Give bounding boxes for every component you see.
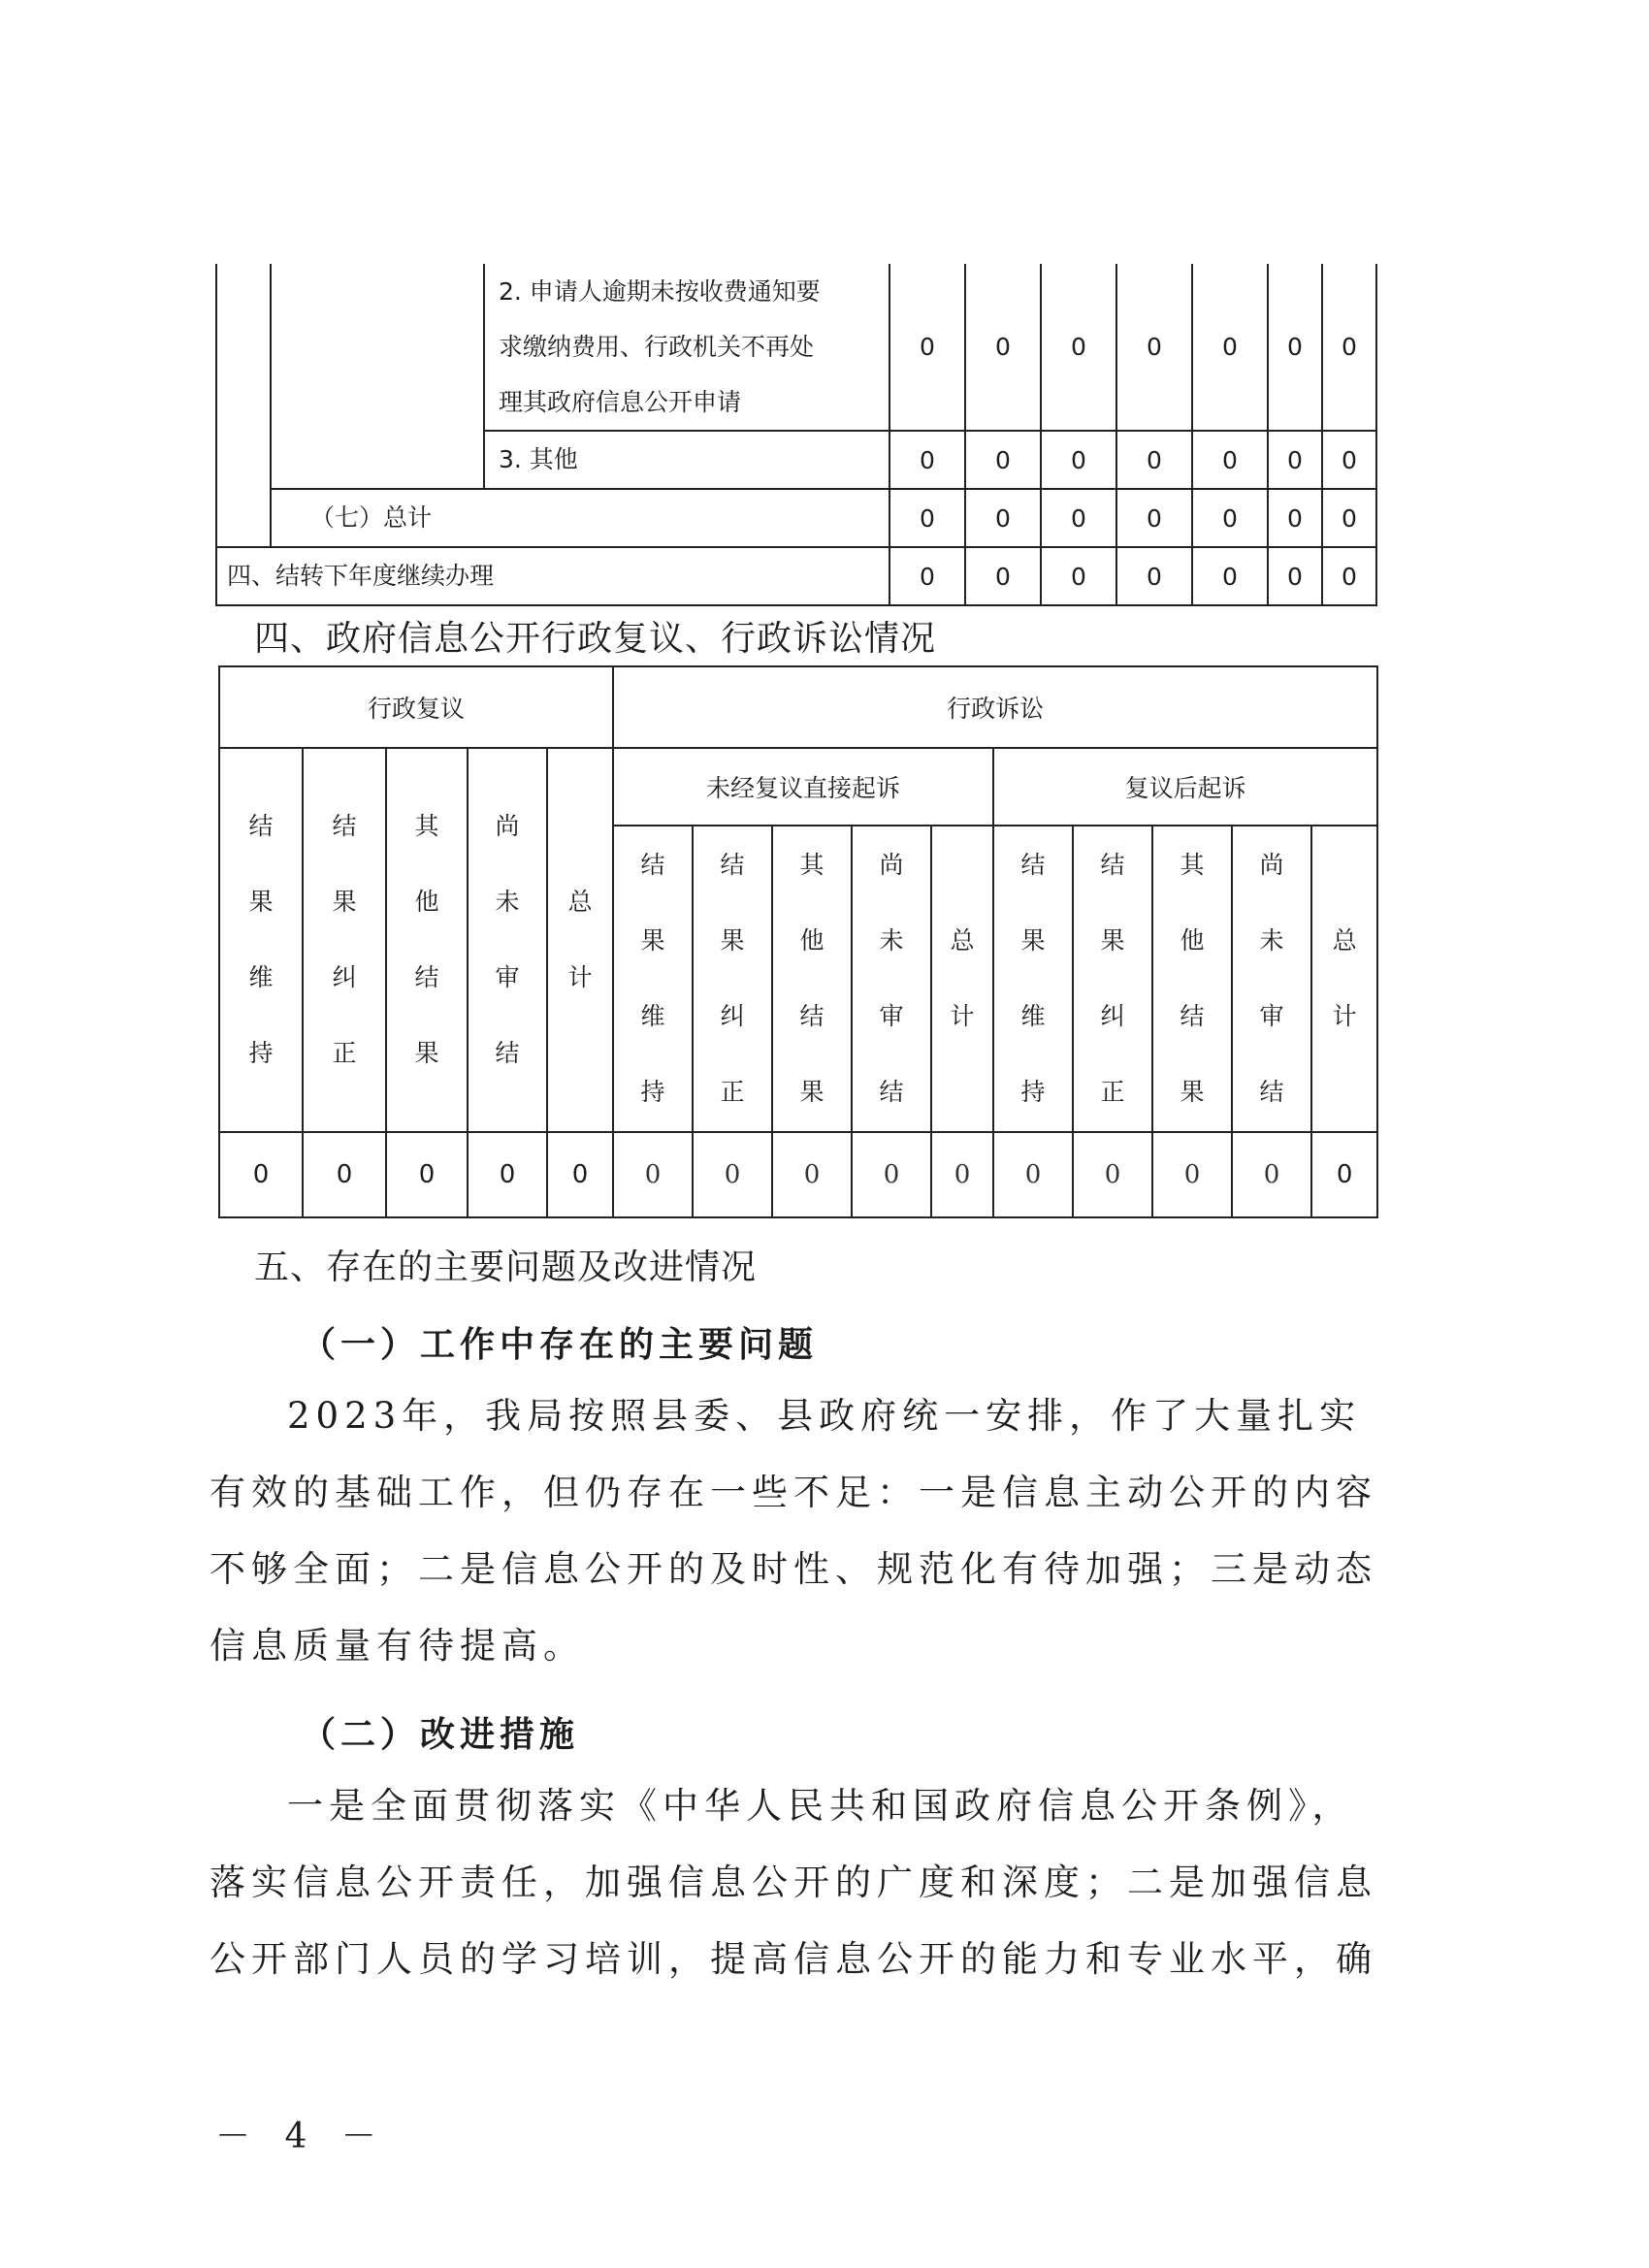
col-header-upheld: 结 果 维 持 — [219, 748, 303, 1132]
table-cell: 0 — [965, 547, 1041, 605]
table-cell: 0 — [1232, 1132, 1311, 1217]
paragraph-measures-cont: 落实信息公开责任，加强信息公开的广度和深度；二是加强信息 公开部门人员的学习培训，提高信息公开的能力和专业水平，确 — [210, 1862, 1377, 1980]
col-header-upheld: 结 果 维 持 — [613, 826, 693, 1132]
table-cell: 0 — [1268, 489, 1322, 547]
row-label-subtotal: （七）总计 — [271, 489, 889, 547]
table-cell: 0 — [1322, 431, 1376, 489]
table-cell: 0 — [1268, 547, 1322, 605]
table-cell: 0 — [1311, 1132, 1377, 1217]
subgroup-direct-suit: 未经复议直接起诉 — [613, 748, 993, 826]
table-cell: 0 — [1041, 264, 1116, 431]
table-cell: 0 — [386, 1132, 468, 1217]
table-cell: 0 — [1192, 431, 1268, 489]
col-header-other: 其 他 结 果 — [772, 826, 852, 1132]
section-heading: 四、政府信息公开行政复议、行政诉讼情况 — [254, 619, 937, 659]
table-row — [216, 489, 1376, 547]
table-cell: 0 — [1268, 431, 1322, 489]
table-cell: 0 — [303, 1132, 386, 1217]
table-cell: 0 — [965, 431, 1041, 489]
table-cell: 0 — [1322, 489, 1376, 547]
table-cell: 0 — [852, 1132, 931, 1217]
col-header-pending: 尚 未 审 结 — [1232, 826, 1311, 1132]
table-cell: 0 — [772, 1132, 852, 1217]
table-cell: 0 — [1192, 547, 1268, 605]
table-cell: 0 — [547, 1132, 613, 1217]
col-header-corrected: 结 果 纠 正 — [693, 826, 772, 1132]
table-cell: 0 — [993, 1132, 1073, 1217]
table-cell: 0 — [889, 489, 965, 547]
col-header-total: 总 计 — [1311, 826, 1377, 1132]
table-cell: 0 — [889, 431, 965, 489]
col-header-pending: 尚 未 审 结 — [852, 826, 931, 1132]
table-cell: 0 — [1152, 1132, 1232, 1217]
table-cell: 0 — [1116, 489, 1192, 547]
col-header-upheld: 结 果 维 持 — [993, 826, 1073, 1132]
group-header-review: 行政复议 — [219, 666, 613, 748]
group-header-litigation: 行政诉讼 — [613, 666, 1377, 748]
col-header-other: 其 他 结 果 — [386, 748, 468, 1132]
table-cell: 0 — [468, 1132, 547, 1217]
table-cell: 0 — [1116, 264, 1192, 431]
table-row — [219, 1132, 1377, 1217]
col-header-pending: 尚 未 审 结 — [468, 748, 547, 1132]
table-cell: 0 — [693, 1132, 772, 1217]
table-cell: 0 — [613, 1132, 693, 1217]
table-cell: 0 — [965, 264, 1041, 431]
row-label-other: 3. 其他 — [484, 431, 889, 489]
paragraph-problems-cont: 有效的基础工作，但仍存在一些不足：一是信息主动公开的内容 不够全面；二是信息公开的及时性、规范化有待加强；三是动态 信息质量有待提高。 — [210, 1472, 1377, 1667]
table-cell: 0 — [1268, 264, 1322, 431]
table-row — [216, 264, 1376, 431]
table-cell: 0 — [1116, 431, 1192, 489]
col-header-corrected: 结 果 纠 正 — [303, 748, 386, 1132]
table-cell: 0 — [889, 264, 965, 431]
table-cell: 0 — [1041, 547, 1116, 605]
col-header-other: 其 他 结 果 — [1152, 826, 1232, 1132]
paragraph-measures: 一是全面贯彻落实《中华人民共和国政府信息公开条例》， — [287, 1785, 1354, 1827]
table-cell: 0 — [889, 547, 965, 605]
paragraph-problems: 2023年，我局按照县委、县政府统一安排，作了大量扎实 — [287, 1395, 1362, 1437]
table-cell: 0 — [1116, 547, 1192, 605]
table-cell: 0 — [1041, 489, 1116, 547]
table-cell: 0 — [219, 1132, 303, 1217]
table-cell: 0 — [931, 1132, 993, 1217]
table-cell: 0 — [1041, 431, 1116, 489]
table-row — [219, 748, 1377, 826]
table-cell: 0 — [1073, 1132, 1152, 1217]
table-row — [219, 666, 1377, 748]
table-cell: 0 — [1322, 547, 1376, 605]
table-row — [216, 547, 1376, 605]
subsection-heading-problems: （一）工作中存在的主要问题 — [301, 1324, 819, 1365]
page-number: － 4 － — [215, 2117, 388, 2156]
col-header-total: 总 计 — [931, 826, 993, 1132]
review-litigation-table — [218, 665, 1378, 1218]
section-heading: 五、存在的主要问题及改进情况 — [254, 1247, 758, 1287]
table-cell: 0 — [1192, 489, 1268, 547]
row-label-carryover: 四、结转下年度继续办理 — [216, 547, 889, 605]
subsection-heading-measures: （二）改进措施 — [301, 1714, 580, 1755]
application-handling-table — [215, 264, 1377, 606]
table-cell: 0 — [965, 489, 1041, 547]
col-header-corrected: 结 果 纠 正 — [1073, 826, 1152, 1132]
subgroup-after-review: 复议后起诉 — [993, 748, 1377, 826]
row-label-fee-overdue: 2. 申请人逾期未按收费通知要 求缴纳费用、行政机关不再处 理其政府信息公开申请 — [484, 264, 889, 431]
table-cell: 0 — [1192, 264, 1268, 431]
col-header-total: 总 计 — [547, 748, 613, 1132]
table-cell: 0 — [1322, 264, 1376, 431]
